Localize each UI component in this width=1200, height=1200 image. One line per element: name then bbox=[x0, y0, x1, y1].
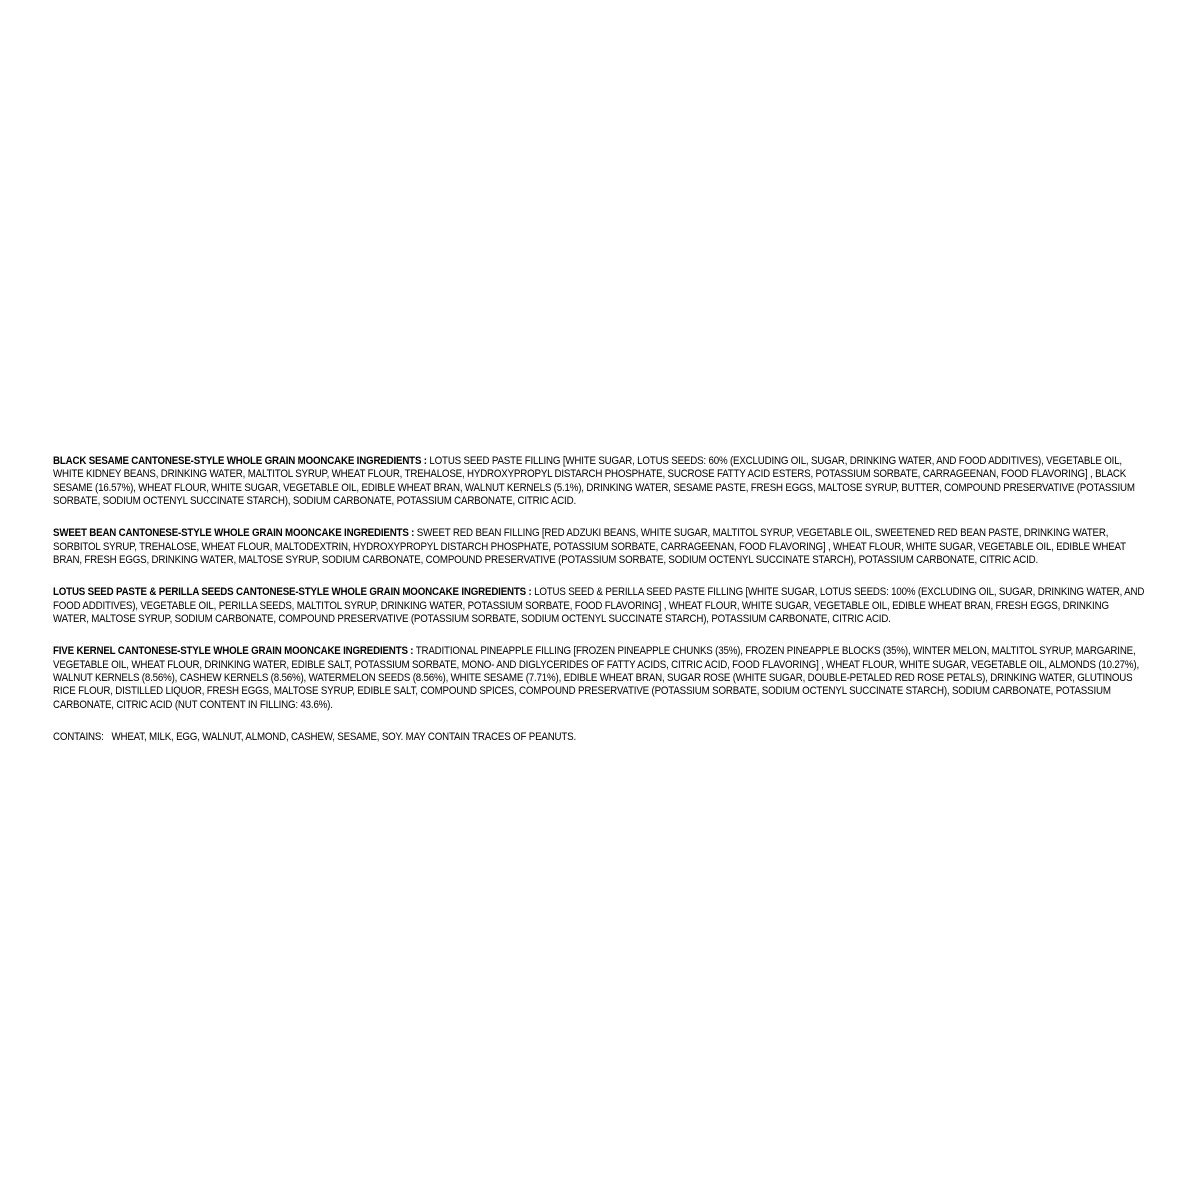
section-body: SWEET RED BEAN FILLING [RED ADZUKI BEANS, WHITE SUGAR, MALTITOL SYRUP, VEGETABLE OIL, SWEETENED RED BEAN PASTE, DRINKING WATER, SORBITOL SYRUP, TREHALOSE, WHEAT FLOUR, MALTODEXTRIN, HYDROXYPROPYL DISTARCH PHOSPHATE, POTASSIUM SORBATE, CARRAGEENAN, FOOD FLAVORING] , WHEAT FLOUR, WHITE SUGAR, VEGETABLE OIL, EDIBLE WHEAT BRAN, FRESH EGGS, DRINKING WATER, MALTOSE SYRUP, SODIUM CARBONATE, COMPOUND PRESERVATIVE (POTASSIUM SORBATE, SODIUM OCTENYL SUCCINATE STARCH), POTASSIUM CARBONATE, CITRIC ACID. bbox=[53, 527, 1126, 567]
section-heading: SWEET BEAN CANTONESE-STYLE WHOLE GRAIN MOONCAKE INGREDIENTS : bbox=[53, 527, 415, 540]
section-body: LOTUS SEED PASTE FILLING [WHITE SUGAR, LOTUS SEEDS: 60% (EXCLUDING OIL, SUGAR, DRINKING WATER, AND FOOD ADDITIVES), VEGETABLE OIL, WHITE KIDNEY BEANS, DRINKING WATER, MALTITOL SYRUP, WHEAT FLOUR, TREHALOSE, HYDROXYPROPYL DISTARCH PHOSPHATE, SUCROSE FATTY ACID ESTERS, POTASSIUM SORBATE, CARRAGEENAN, FOOD FLAVORING] , BLACK SESAME (16.57%), WHEAT FLOUR, WHITE SUGAR, VEGETABLE OIL, EDIBLE WHEAT BRAN, WALNUT KERNELS (5.1%), DRINKING WATER, SESAME PASTE, FRESH EGGS, MALTOSE SYRUP, BUTTER, COMPOUND PRESERVATIVE (POTASSIUM SORBATE, SODIUM OCTENYL SUCCINATE STARCH), SODIUM CARBONATE, POTASSIUM CARBONATE, CITRIC ACID. bbox=[53, 455, 1135, 508]
ingredient-section-lotus-perilla bbox=[53, 586, 1147, 626]
section-heading: BLACK SESAME CANTONESE-STYLE WHOLE GRAIN MOONCAKE INGREDIENTS : bbox=[53, 455, 427, 467]
ingredient-section-black-sesame bbox=[53, 455, 1147, 508]
section-body: TRADITIONAL PINEAPPLE FILLING [FROZEN PINEAPPLE CHUNKS (35%), FROZEN PINEAPPLE BLOCKS (35%), WINTER MELON, MALTITOL SYRUP, MARGARINE, VEGETABLE OIL, WHEAT FLOUR, DRINKING WATER, EDIBLE SALT, POTASSIUM SORBATE, MONO- AND DIGLYCERIDES OF FATTY ACIDS, CITRIC ACID, FOOD FLAVORING] , WHEAT FLOUR, WHITE SUGAR, VEGETABLE OIL, ALMONDS (10.27%), WALNUT KERNELS (8.56%), CASHEW KERNELS (8.56%), WATERMELON SEEDS (8.56%), WHITE SESAME (7.71%), EDIBLE WHEAT BRAN, SUGAR ROSE (WHITE SUGAR, DOUBLE-PETALED RED ROSE PETALS), DRINKING WATER, GLUTINOUS RICE FLOUR, DISTILLED LIQUOR, FRESH EGGS, MALTOSE SYRUP, EDIBLE SALT, COMPOUND SPICES, COMPOUND PRESERVATIVE (POTASSIUM SORBATE, SODIUM OCTENYL SUCCINATE STARCH), SODIUM CARBONATE, POTASSIUM CARBONATE, CITRIC ACID (NUT CONTENT IN FILLING: 43.6%). bbox=[53, 645, 1139, 711]
allergen-label: CONTAINS: bbox=[53, 731, 104, 744]
ingredient-section-five-kernel bbox=[53, 645, 1147, 712]
ingredients-label bbox=[53, 455, 1147, 745]
ingredient-section-sweet-bean bbox=[53, 527, 1147, 567]
section-body: LOTUS SEED & PERILLA SEED PASTE FILLING [WHITE SUGAR, LOTUS SEEDS: 100% (EXCLUDING OIL, SUGAR, DRINKING WATER, AND FOOD ADDITIVES), VEGETABLE OIL, PERILLA SEEDS, MALTITOL SYRUP, DRINKING WATER, POTASSIUM SORBATE, FOOD FLAVORING] , WHEAT FLOUR, WHITE SUGAR, VEGETABLE OIL, EDIBLE WHEAT BRAN, FRESH EGGS, DRINKING WATER, MALTOSE SYRUP, SODIUM CARBONATE, COMPOUND PRESERVATIVE (POTASSIUM SORBATE, SODIUM OCTENYL SUCCINATE STARCH), POTASSIUM CARBONATE, CITRIC ACID. bbox=[53, 586, 1145, 626]
section-heading: FIVE KERNEL CANTONESE-STYLE WHOLE GRAIN MOONCAKE INGREDIENTS : bbox=[53, 645, 414, 658]
allergen-text: WHEAT, MILK, EGG, WALNUT, ALMOND, CASHEW, SESAME, SOY. MAY CONTAIN TRACES OF PEANUTS. bbox=[111, 731, 577, 744]
allergen-statement bbox=[53, 731, 1147, 744]
section-heading: LOTUS SEED PASTE & PERILLA SEEDS CANTONESE-STYLE WHOLE GRAIN MOONCAKE INGREDIENTS : bbox=[53, 586, 532, 599]
